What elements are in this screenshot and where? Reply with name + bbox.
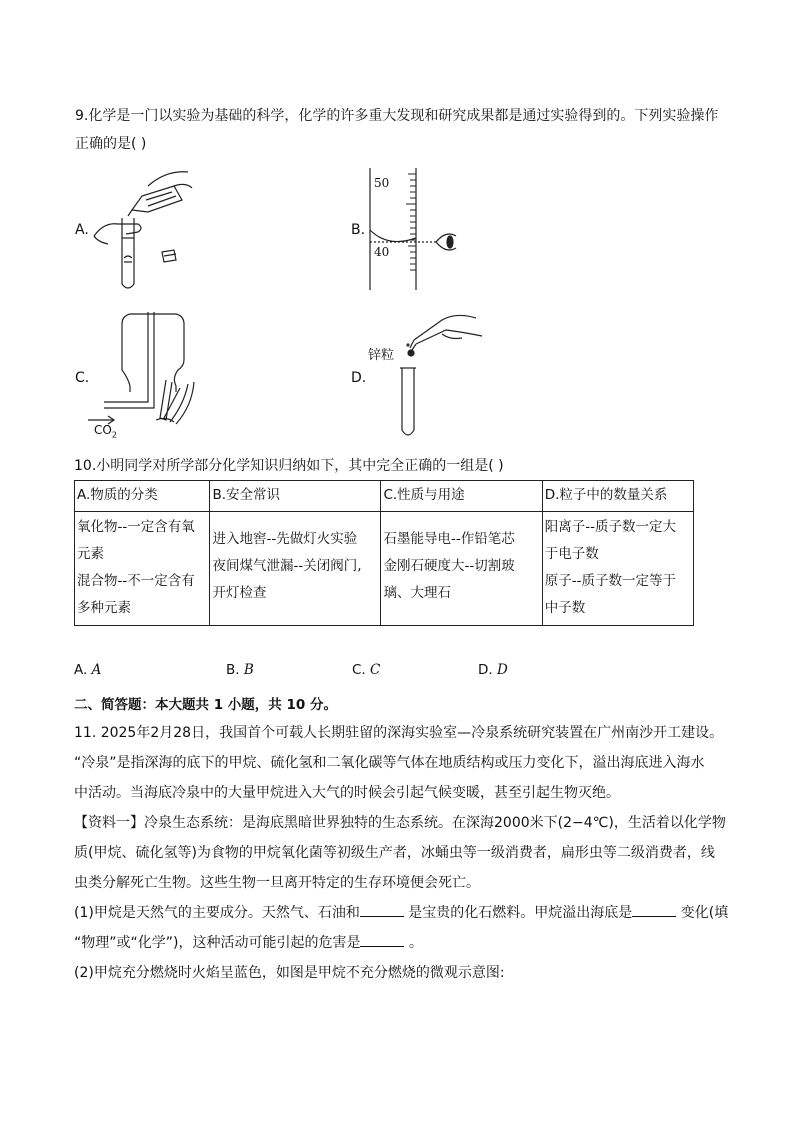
cell-line: 进入地窖--先做灯火实验 (212, 531, 358, 547)
q11-sub1-line2 (74, 928, 724, 958)
table-cell (75, 512, 210, 626)
answer-prefix: D. (478, 662, 497, 678)
section-heading: 二、简答题：本大题共 1 小题，共 10 分。 (74, 697, 337, 713)
cell-line: 夜间煤气泄漏--关闭阀门, (212, 558, 362, 574)
table-cell (542, 512, 693, 626)
cell-line: 阳离子--质子数一定大 (544, 519, 676, 535)
table-header-cell: D.粒子中的数量关系 (542, 481, 693, 512)
q11-sub1-line1 (74, 898, 729, 928)
table-cell (381, 512, 542, 626)
co2-label (94, 423, 117, 439)
table-cell (210, 512, 381, 626)
cell-line: 石墨能导电--作铅笔芯 (383, 531, 515, 547)
cell-line: 氧化物--一定含有氧 (77, 519, 195, 535)
q9-option-a-label[interactable]: A. (75, 222, 89, 238)
table-header-cell: A.物质的分类 (75, 481, 210, 512)
q10-stem: 10.小明同学对所学部分化学知识归纳如下，其中完全正确的一组是( ) (74, 458, 504, 474)
cell-line: 元素 (77, 546, 104, 562)
answer-blank[interactable] (632, 902, 676, 917)
q11-sub1-text: 。 (404, 935, 423, 951)
answer-value: B (243, 662, 254, 678)
cell-line: 璃、大理石 (383, 585, 451, 601)
q11-sub2-line: (2)甲烷充分燃烧时火焰呈蓝色，如图是甲烷不充分燃烧的微观示意图: (74, 965, 505, 981)
cell-line: 中子数 (544, 600, 586, 616)
q10-answer-d[interactable] (478, 662, 508, 678)
q11-sub1-text: 变化(填 (676, 905, 729, 921)
q11-body (74, 718, 729, 988)
q9-stem (75, 102, 718, 158)
answer-prefix: C. (352, 662, 371, 678)
cell-line: 混合物--不一定含有 (77, 573, 195, 589)
zinc-test-tube-figure (396, 312, 486, 440)
answer-value: A (91, 662, 102, 678)
q9-option-c-label[interactable]: C. (75, 370, 90, 386)
answer-value: D (496, 662, 508, 678)
cell-line: 原子--质子数一定等于 (544, 573, 676, 589)
answer-prefix: B. (226, 662, 244, 678)
q10-answer-c[interactable] (352, 662, 380, 678)
q11-line: 11. 2025年2月28日，我国首个可载人长期驻留的深海实验室—冷泉系统研究装置在广州南沙开工建设。 (74, 725, 724, 741)
q11-sub1-text: (1)甲烷是天然气的主要成分。天然气、石油和 (74, 905, 360, 921)
answer-value: C (370, 662, 381, 678)
q11-sub1-text: 是宝贵的化石燃料。甲烷溢出海底是 (403, 905, 633, 921)
q10-table (74, 480, 694, 626)
cell-line: 金刚石硬度大--切割玻 (383, 558, 515, 574)
pouring-liquid-figure (88, 166, 198, 294)
cell-line: 多种元素 (77, 600, 131, 616)
q10-answer-b[interactable] (226, 662, 254, 678)
q9-stem-line2: 正确的是( ) (75, 136, 147, 152)
co2-gas-text: CO (94, 423, 112, 437)
cylinder-mark-bottom: 40 (374, 245, 390, 259)
q11-line: “冷泉”是指深海的底下的甲烷、硫化氢和二氧化碳等气体在地质结构或压力变化下，溢出海底进入海水 (74, 755, 705, 771)
answer-prefix: A. (74, 662, 92, 678)
q11-line: 【资料一】冷泉生态系统：是海底黑暗世界独特的生态系统。在深海2000米下(2−4℃)，生活着以化学物 (74, 815, 726, 831)
q9-option-b-label[interactable]: B. (351, 222, 366, 238)
q9-stem-line1: 9.化学是一门以实验为基础的科学，化学的许多重大发现和研究成果都是通过实验得到的。下列实验操作 (75, 108, 719, 124)
cylinder-mark-top: 50 (374, 176, 390, 190)
q11-line: 质(甲烷、硫化氢等)为食物的甲烷氧化菌等初级生产者，冰蛹虫等一级消费者，扁形虫等二级消费者，线 (74, 845, 715, 861)
answer-blank[interactable] (360, 932, 404, 947)
zinc-label: 锌粒 (368, 348, 395, 363)
co2-subscript: 2 (111, 430, 117, 440)
q10-answer-a[interactable] (74, 662, 101, 678)
cell-line: 于电子数 (544, 546, 599, 562)
cell-line: 开灯检查 (212, 585, 267, 601)
co2-bottle-figure (84, 310, 204, 435)
table-header-cell: C.性质与用途 (381, 481, 542, 512)
table-header-cell: B.安全常识 (210, 481, 381, 512)
answer-blank[interactable] (360, 902, 404, 917)
q11-line: 中活动。当海底冷泉中的大量甲烷进入大气的时候会引起气候变暖，甚至引起生物灭绝。 (74, 785, 620, 801)
q11-sub1-text: “物理”或“化学”)，这种活动可能引起的危害是 (74, 935, 361, 951)
table-header-row (75, 481, 694, 512)
q9-option-d-label[interactable]: D. (351, 370, 367, 386)
table-row (75, 512, 694, 626)
q11-line: 虫类分解死亡生物。这些生物一旦离开特定的生存环境便会死亡。 (74, 875, 480, 891)
